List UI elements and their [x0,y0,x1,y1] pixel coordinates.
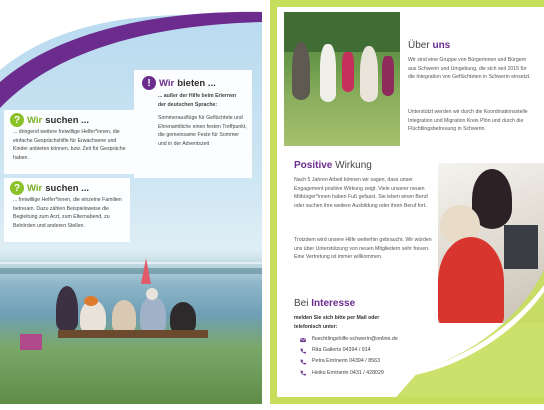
bag [20,334,42,350]
ueber-uns-paragraph-1: Wir sind eine Gruppe von Bürgerinnen und Bürgern aus Schwerin und Umgebung, die sich seit 2015 für die Integration von Geflüchteten in Schwerin einsetzt. [408,57,531,81]
person-figure [56,286,78,332]
far-shore [0,268,262,274]
contact-phone-3[interactable]: Heiko Erntnerin 0431 / 428029 [300,368,440,379]
interesse-subtitle: melden Sie sich bitte per Mail oder telefonisch unter: [294,315,380,330]
contact-phone-2[interactable]: Petra Erntnerin 04394 / 8563 [300,356,440,367]
question-mark-icon: ? [10,181,24,195]
left-page [0,0,262,404]
mail-icon [300,337,306,343]
card-body: ... dringend weitere freiwillige Helfer*innen, die einfache Gesprächshilfe für Erwachsene und Kinder anbieten können, bzw. Zeit für Gespräche haben. [13,129,126,161]
wirkung-paragraph-2: Trotzdem wird unsere Hilfe weiterhin gebraucht. Wir würden uns über Unterstützung von neuen Mitgliedern sehr freuen. Eine Vertretung ist immer willkommen. [294,237,432,261]
ueber-uns-paragraph-2: Unterstützt werden wir durch die Koordinationsstelle Integration und Migration Kreis Plön und durch die Flüchtlingsbetreuung in Schwerin. [408,109,528,133]
section-title-ueber-uns: Über uns [408,40,451,51]
sailboat [141,258,151,284]
person-figure [112,300,136,334]
person-figure [84,296,98,306]
card-heading: ? Wir suchen ... [10,113,129,127]
card-body: ... freiwillige Helfer*innen, die einzelne Familien betreuen. Dazu zählen Beispielsweise die Begleitung zum Arzt, zum Elternabend, zu Behörden und anderen Stellen. [13,197,122,229]
phone-icon [300,348,306,354]
phone-icon [300,370,306,376]
person-figure [140,296,166,334]
contact-email[interactable]: fluechtlingshilfe-schwerin@online.de [300,334,440,345]
card-subtitle: ... außer der Hilfe beim Erlernen der deutschen Sprache: [158,93,237,108]
question-mark-icon: ? [10,113,24,127]
contact-list [300,334,440,379]
section-title-bei-interesse: Bei Interesse [294,298,356,309]
park-bench [58,330,208,338]
person-figure [146,288,158,300]
exclamation-icon: ! [142,76,156,90]
contact-phone-1[interactable]: Rita Gallerts 04394 / 914 [300,345,440,356]
phone-icon [300,359,306,365]
section-title-positive-wirkung: Positive Wirkung [294,160,372,171]
right-page [270,0,544,404]
lake-surface [0,262,262,264]
card-wir-suchen-1 [4,110,134,174]
wirkung-paragraph-1: Nach 5 Jahren Arbeit können wir sagen, dass unser Engagement positive Wirkung zeigt. Viele unserer neuen Mitbürger*innen haben Fuß gefasst. Sie leben einen Beruf oder suchen ihre weitere Ausbildung oder ihren Beruf fort. [294,177,428,209]
card-wir-bieten [134,70,252,178]
card-heading: ! Wir bieten ... [142,76,246,90]
card-heading: ? Wir suchen ... [10,181,125,195]
card-body: Sommerausflüge für Geflüchtete und Ehrenamtliche einen festen Treffpunkt, die gemeinsame Feste für Sommer und in der Adventszeit [158,115,247,147]
card-wir-suchen-2 [4,178,130,242]
